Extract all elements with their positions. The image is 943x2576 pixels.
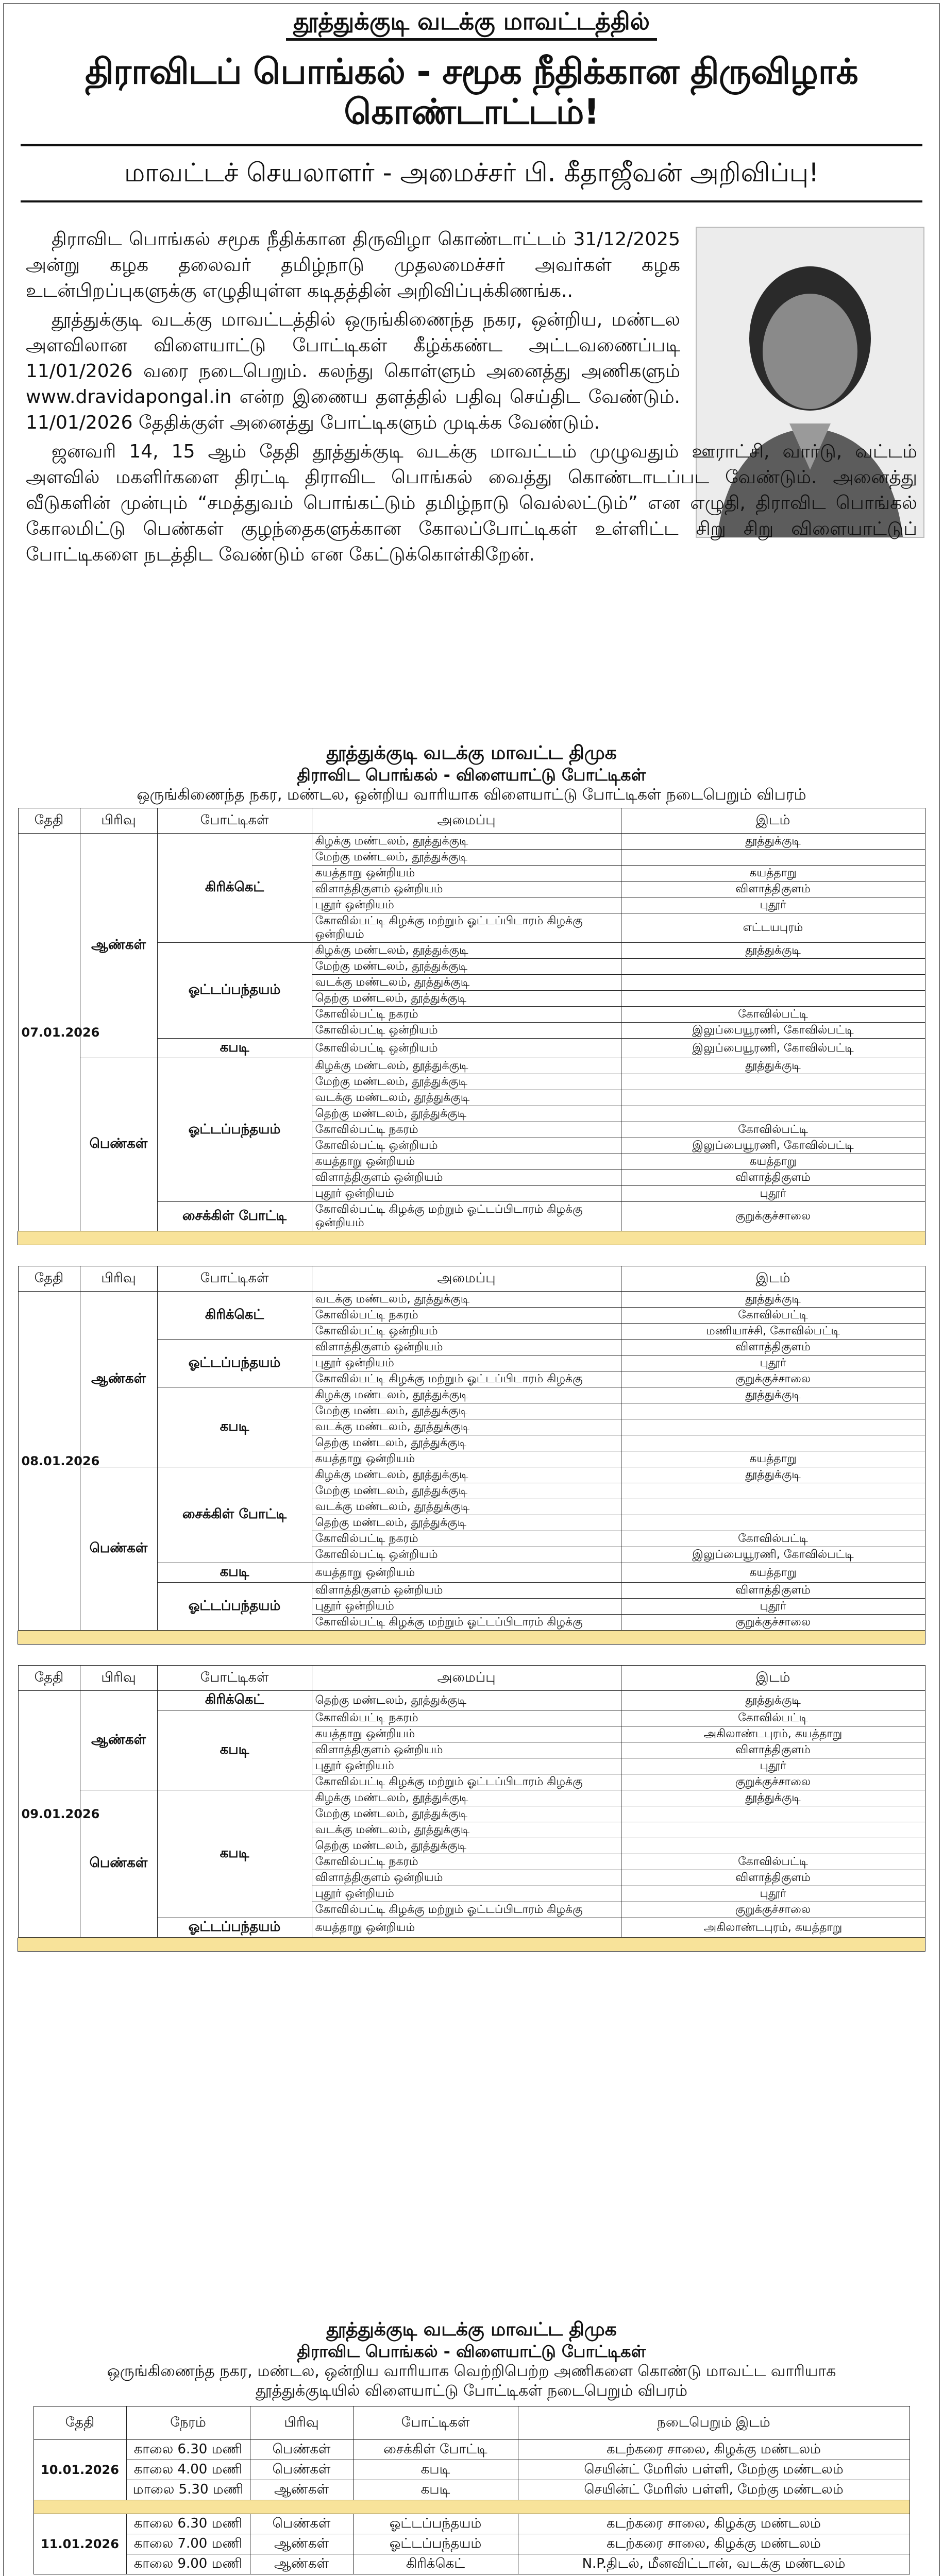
venue-cell: கோவில்பட்டி (621, 1531, 925, 1547)
venue-cell: தூத்துக்குடி (621, 1790, 925, 1806)
venue-cell: விளாத்திகுளம் (621, 1583, 925, 1599)
venue-cell (621, 1806, 925, 1822)
organizer-cell: மேற்கு மண்டலம், தூத்துக்குடி (312, 1806, 621, 1822)
venue-cell: தூத்துக்குடி (621, 834, 925, 850)
venue-cell (621, 1838, 925, 1854)
finals-cell: கடற்கரை சாலை, கிழக்கு மண்டலம் (518, 2440, 910, 2460)
venue-cell (621, 1074, 925, 1090)
column-header: போட்டிகள் (157, 1666, 312, 1691)
finals-cell: கிரிக்கெட் (353, 2554, 518, 2574)
venue-cell (621, 1106, 925, 1122)
venue-cell: புதூர் (621, 1599, 925, 1615)
category-cell: பெண்கள் (80, 1467, 157, 1631)
game-cell: கபடி (157, 1710, 312, 1790)
organizer-cell: கிழக்கு மண்டலம், தூத்துக்குடி (312, 1058, 621, 1074)
finals-cell: சைக்கிள் போட்டி (353, 2440, 518, 2460)
venue-cell: தூத்துக்குடி (621, 1058, 925, 1074)
organizer-cell: மேற்கு மண்டலம், தூத்துக்குடி (312, 959, 621, 975)
column-header: தேதி (33, 2406, 126, 2440)
venue-cell (621, 975, 925, 991)
schedule-table (18, 1665, 925, 1938)
organizer-cell: தெற்கு மண்டலம், தூத்துக்குடி (312, 1106, 621, 1122)
venue-cell: விளாத்திகுளம் (621, 1870, 925, 1886)
venue-cell: கயத்தாறு (621, 1563, 925, 1583)
finals-cell: கபடி (353, 2460, 518, 2480)
table-row (33, 2440, 910, 2460)
column-header: தேதி (18, 1266, 80, 1292)
venue-cell: கயத்தாறு (621, 1154, 925, 1170)
organizer-cell: கோவில்பட்டி ஒன்றியம் (312, 1023, 621, 1039)
venue-cell (621, 991, 925, 1007)
organizer-cell: வடக்கு மண்டலம், தூத்துக்குடி (312, 1292, 621, 1308)
venue-cell: கோவில்பட்டி (621, 1122, 925, 1138)
venue-cell: தூத்துக்குடி (621, 1292, 925, 1308)
game-cell: கபடி (157, 1039, 312, 1058)
column-header: பிரிவு (80, 1666, 157, 1691)
venue-cell: குறுக்குச்சாலை (621, 1615, 925, 1631)
finals-cell: பெண்கள் (250, 2440, 353, 2460)
venue-cell: கோவில்பட்டி (621, 1710, 925, 1726)
game-cell: ஓட்டப்பந்தயம் (157, 1340, 312, 1387)
schedule-subtitle: திராவிட பொங்கல் - விளையாட்டு போட்டிகள் (297, 765, 646, 785)
table-row (33, 2514, 910, 2534)
table-row (33, 2534, 910, 2554)
venue-cell: விளாத்திகுளம் (621, 1742, 925, 1758)
game-cell: கிரிக்கெட் (157, 834, 312, 943)
organizer-cell: கிழக்கு மண்டலம், தூத்துக்குடி (312, 1790, 621, 1806)
organizer-cell: வடக்கு மண்டலம், தூத்துக்குடி (312, 1499, 621, 1515)
venue-cell: குறுக்குச்சாலை (621, 1202, 925, 1231)
table-row (18, 1058, 925, 1074)
date-cell: 07.01.2026 (18, 834, 80, 1231)
organizer-cell: தெற்கு மண்டலம், தூத்துக்குடி (312, 1515, 621, 1531)
organizer-cell: மேற்கு மண்டலம், தூத்துக்குடி (312, 1483, 621, 1499)
intro-paragraph-1: திராவிட பொங்கல் சமூக நீதிக்கான திருவிழா கொண்டாட்டம் 31/12/2025 அன்று கழக தலைவர் தமிழ்நாடு முதலமைச்சர் அவர்கள் கழக உடன்பிறப்புகளுக்கு எழுதியுள்ள கடிதத்தின் அறிவிப்புக்கிணங்க.. (26, 229, 680, 301)
venue-cell: அகிலாண்டபுரம், கயத்தாறு (621, 1726, 925, 1742)
finals-cell: கடற்கரை சாலை, கிழக்கு மண்டலம் (518, 2534, 910, 2554)
divider (21, 200, 922, 202)
highlight-band (18, 1231, 925, 1245)
column-header: அமைப்பு (312, 808, 621, 834)
organizer-cell: விளாத்திகுளம் ஒன்றியம் (312, 1170, 621, 1186)
venue-cell: தூத்துக்குடி (621, 1387, 925, 1403)
main-title: திராவிடப் பொங்கல் - சமூக நீதிக்கான திருவிழாக் கொண்டாட்டம்! (85, 52, 858, 133)
organizer-cell: கிழக்கு மண்டலம், தூத்துக்குடி (312, 1467, 621, 1483)
organizer-cell: கயத்தாறு ஒன்றியம் (312, 1154, 621, 1170)
venue-cell: குறுக்குச்சாலை (621, 1774, 925, 1790)
schedule-title: தூத்துக்குடி வடக்கு மாவட்ட திமுக (326, 742, 617, 764)
venue-cell: எட்டயபுரம் (621, 913, 925, 943)
organizer-cell: புதூர் ஒன்றியம் (312, 1886, 621, 1902)
venue-cell: அகிலாண்டபுரம், கயத்தாறு (621, 1918, 925, 1938)
column-header: போட்டிகள் (157, 1266, 312, 1292)
table-row (18, 1467, 925, 1483)
game-cell: கபடி (157, 1563, 312, 1583)
organizer-cell: கயத்தாறு ஒன்றியம் (312, 866, 621, 882)
venue-cell: குறுக்குச்சாலை (621, 1902, 925, 1918)
organizer-cell: கோவில்பட்டி ஒன்றியம் (312, 1138, 621, 1154)
organizer-cell: புதூர் ஒன்றியம் (312, 897, 621, 913)
column-header: பிரிவு (80, 1266, 157, 1292)
venue-cell (621, 1483, 925, 1499)
table-header-row (18, 1266, 925, 1292)
organizer-cell: விளாத்திகுளம் ஒன்றியம் (312, 1870, 621, 1886)
organizer-cell: வடக்கு மண்டலம், தூத்துக்குடி (312, 1822, 621, 1838)
table-header-row (33, 2406, 910, 2440)
organizer-cell: தெற்கு மண்டலம், தூத்துக்குடி (312, 1838, 621, 1854)
organizer-cell: மேற்கு மண்டலம், தூத்துக்குடி (312, 850, 621, 866)
venue-cell: கயத்தாறு (621, 1451, 925, 1467)
organizer-cell: வடக்கு மண்டலம், தூத்துக்குடி (312, 1090, 621, 1106)
organizer-cell: கிழக்கு மண்டலம், தூத்துக்குடி (312, 943, 621, 959)
schedule-table (18, 1266, 925, 1631)
finals-cell: காலை 9.00 மணி (126, 2554, 250, 2574)
organizer-cell: கோவில்பட்டி ஒன்றியம் (312, 1039, 621, 1058)
organizer-cell: தெற்கு மண்டலம், தூத்துக்குடி (312, 991, 621, 1007)
game-cell: ஓட்டப்பந்தயம் (157, 1583, 312, 1631)
highlight-cell (33, 2500, 910, 2514)
category-cell: பெண்கள் (80, 1058, 157, 1231)
finals-cell: காலை 4.00 மணி (126, 2460, 250, 2480)
column-header: போட்டிகள் (353, 2406, 518, 2440)
schedule-section (0, 742, 943, 1952)
venue-cell (621, 959, 925, 975)
category-cell: ஆண்கள் (80, 1691, 157, 1790)
divider (21, 144, 922, 146)
venue-cell: தூத்துக்குடி (621, 1467, 925, 1483)
organizer-cell: கோவில்பட்டி நகரம் (312, 1531, 621, 1547)
date-cell: 09.01.2026 (18, 1691, 80, 1938)
game-cell: கிரிக்கெட் (157, 1691, 312, 1710)
column-header: அமைப்பு (312, 1666, 621, 1691)
game-cell: ஓட்டப்பந்தயம் (157, 943, 312, 1039)
game-cell: சைக்கிள் போட்டி (157, 1467, 312, 1563)
category-cell: ஆண்கள் (80, 834, 157, 1058)
organizer-cell: கோவில்பட்டி கிழக்கு மற்றும் ஓட்டப்பிடாரம் கிழக்கு (312, 1371, 621, 1387)
finals-subtitle: திராவிட பொங்கல் - விளையாட்டு போட்டிகள் (297, 2342, 646, 2361)
finals-title: தூத்துக்குடி வடக்கு மாவட்ட திமுக (326, 2319, 617, 2340)
organizer-cell: கோவில்பட்டி கிழக்கு மற்றும் ஓட்டப்பிடாரம் கிழக்கு (312, 1774, 621, 1790)
schedule-table (18, 808, 925, 1231)
column-header: நடைபெறும் இடம் (518, 2406, 910, 2440)
column-header: இடம் (621, 1266, 925, 1292)
table-row (18, 1691, 925, 1710)
schedule-tables (0, 808, 943, 1952)
venue-cell: தூத்துக்குடி (621, 1691, 925, 1710)
organizer-cell: விளாத்திகுளம் ஒன்றியம் (312, 1583, 621, 1599)
venue-cell (621, 1515, 925, 1531)
game-cell: கபடி (157, 1387, 312, 1467)
finals-cell: செயின்ட் மேரிஸ் பள்ளி, மேற்கு மண்டலம் (518, 2460, 910, 2480)
organizer-cell: விளாத்திகுளம் ஒன்றியம் (312, 1742, 621, 1758)
organizer-cell: மேற்கு மண்டலம், தூத்துக்குடி (312, 1074, 621, 1090)
finals-cell: காலை 7.00 மணி (126, 2534, 250, 2554)
venue-cell (621, 1419, 925, 1435)
venue-cell (621, 1403, 925, 1419)
organizer-cell: புதூர் ஒன்றியம் (312, 1758, 621, 1774)
finals-cell: ஆண்கள் (250, 2480, 353, 2500)
finals-cell: பெண்கள் (250, 2460, 353, 2480)
organizer-cell: புதூர் ஒன்றியம் (312, 1355, 621, 1371)
organizer-cell: வடக்கு மண்டலம், தூத்துக்குடி (312, 1419, 621, 1435)
table-row (33, 2480, 910, 2500)
date-cell: 08.01.2026 (18, 1292, 80, 1631)
venue-cell: கோவில்பட்டி (621, 1308, 925, 1324)
finals-cell: கபடி (353, 2480, 518, 2500)
organizer-cell: தெற்கு மண்டலம், தூத்துக்குடி (312, 1691, 621, 1710)
organizer-cell: கயத்தாறு ஒன்றியம் (312, 1451, 621, 1467)
organizer-cell: வடக்கு மண்டலம், தூத்துக்குடி (312, 975, 621, 991)
venue-cell: புதூர் (621, 1758, 925, 1774)
table-header-row (18, 1666, 925, 1691)
finals-description: ஒருங்கிணைந்த நகர, மண்டல, ஒன்றிய வாரியாக வெற்றிபெற்ற அணிகளை கொண்டு மாவட்ட வாரியாக தூத்துக்குடியில் விளையாட்டு போட்டிகள் நடைபெறும் விபரம் (107, 2362, 836, 2400)
organizer-cell: விளாத்திகுளம் ஒன்றியம் (312, 1340, 621, 1355)
venue-cell: புதூர் (621, 1355, 925, 1371)
column-header: அமைப்பு (312, 1266, 621, 1292)
organizer-cell: கிழக்கு மண்டலம், தூத்துக்குடி (312, 834, 621, 850)
highlight-row (33, 2500, 910, 2514)
intro-paragraph-3: ஜனவரி 14, 15 ஆம் தேதி தூத்துக்குடி வடக்கு மாவட்டம் முழுவதும் ஊராட்சி, வார்டு, வட்டம் அளவில் மகளிர்களை திரட்டி திராவிட பொங்கல் வைத்து கொண்டாடப்பட வேண்டும். அனைத்து வீடுகளின் முன்பும் “சமத்துவம் பொங்கட்டும் தமிழ்நாடு வெல்லட்டும்” என எழுதி, திராவிட பொங்கல் கோலமிட்டு பெண்கள் குழந்தைகளுக்கான கோலப்போட்டிகள் உள்ளிட்ட சிறு சிறு விளையாட்டுப் போட்டிகளை நடத்திட வேண்டும் என கேட்டுக்கொள்கிறேன். (26, 441, 917, 565)
finals-cell: காலை 6.30 மணி (126, 2440, 250, 2460)
column-header: போட்டிகள் (157, 808, 312, 834)
intro-section (26, 227, 943, 571)
table-row (18, 1292, 925, 1308)
organizer-cell: விளாத்திகுளம் ஒன்றியம் (312, 882, 621, 897)
organizer-cell: கோவில்பட்டி கிழக்கு மற்றும் ஓட்டப்பிடாரம் கிழக்கு (312, 1615, 621, 1631)
venue-cell: மணியாச்சி, கோவில்பட்டி (621, 1324, 925, 1340)
venue-cell: இலுப்பையூரணி, கோவில்பட்டி (621, 1138, 925, 1154)
venue-cell: குறுக்குச்சாலை (621, 1371, 925, 1387)
finals-cell: ஆண்கள் (250, 2554, 353, 2574)
column-header: தேதி (18, 808, 80, 834)
organizer-cell: கோவில்பட்டி கிழக்கு மற்றும் ஓட்டப்பிடாரம் கிழக்கு ஒன்றியம் (312, 1202, 621, 1231)
column-header: பிரிவு (80, 808, 157, 834)
table-row (18, 834, 925, 850)
finals-cell: ஓட்டப்பந்தயம் (353, 2514, 518, 2534)
organizer-cell: கோவில்பட்டி நகரம் (312, 1122, 621, 1138)
venue-cell: கோவில்பட்டி (621, 1854, 925, 1870)
organizer-cell: கயத்தாறு ஒன்றியம் (312, 1726, 621, 1742)
venue-cell: புதூர் (621, 897, 925, 913)
organizer-cell: கோவில்பட்டி கிழக்கு மற்றும் ஓட்டப்பிடாரம் கிழக்கு ஒன்றியம் (312, 913, 621, 943)
venue-cell: விளாத்திகுளம் (621, 1340, 925, 1355)
finals-cell: மாலை 5.30 மணி (126, 2480, 250, 2500)
game-cell: ஓட்டப்பந்தயம் (157, 1058, 312, 1202)
category-cell: ஆண்கள் (80, 1292, 157, 1467)
district-heading: தூத்துக்குடி வடக்கு மாவட்டத்தில் (0, 0, 943, 39)
column-header: தேதி (18, 1666, 80, 1691)
venue-cell: தூத்துக்குடி (621, 943, 925, 959)
venue-cell (621, 850, 925, 866)
column-header: நேரம் (126, 2406, 250, 2440)
highlight-band (18, 1938, 925, 1952)
venue-cell: புதூர் (621, 1886, 925, 1902)
venue-cell (621, 1090, 925, 1106)
organizer-cell: கோவில்பட்டி நகரம் (312, 1308, 621, 1324)
table-row (33, 2554, 910, 2574)
organizer-cell: கோவில்பட்டி கிழக்கு மற்றும் ஓட்டப்பிடாரம் கிழக்கு (312, 1902, 621, 1918)
announcement-line: மாவட்டச் செயலாளர் - அமைச்சர் பி. கீதாஜீவன் அறிவிப்பு! (124, 158, 819, 188)
organizer-cell: மேற்கு மண்டலம், தூத்துக்குடி (312, 1403, 621, 1419)
venue-cell: கோவில்பட்டி (621, 1007, 925, 1023)
finals-cell: பெண்கள் (250, 2514, 353, 2534)
venue-cell: கயத்தாறு (621, 866, 925, 882)
game-cell: கபடி (157, 1790, 312, 1918)
highlight-band (18, 1631, 925, 1645)
table-header-row (18, 808, 925, 834)
finals-section (0, 2318, 943, 2574)
venue-cell: விளாத்திகுளம் (621, 1170, 925, 1186)
organizer-cell: கிழக்கு மண்டலம், தூத்துக்குடி (312, 1387, 621, 1403)
venue-cell (621, 1822, 925, 1838)
game-cell: ஓட்டப்பந்தயம் (157, 1918, 312, 1938)
organizer-cell: கயத்தாறு ஒன்றியம் (312, 1918, 621, 1938)
finals-cell: ஓட்டப்பந்தயம் (353, 2534, 518, 2554)
organizer-cell: தெற்கு மண்டலம், தூத்துக்குடி (312, 1435, 621, 1451)
schedule-description: ஒருங்கிணைந்த நகர, மண்டல, ஒன்றிய வாரியாக விளையாட்டு போட்டிகள் நடைபெறும் விபரம் (137, 786, 806, 804)
table-row (18, 1790, 925, 1806)
organizer-cell: கோவில்பட்டி ஒன்றியம் (312, 1547, 621, 1563)
finals-cell: N.P.திடல், மீனவிட்டான், வடக்கு மண்டலம் (518, 2554, 910, 2574)
organizer-cell: புதூர் ஒன்றியம் (312, 1599, 621, 1615)
organizer-cell: கோவில்பட்டி ஒன்றியம் (312, 1324, 621, 1340)
date-cell: 10.01.2026 (33, 2440, 126, 2500)
game-cell: கிரிக்கெட் (157, 1292, 312, 1340)
column-header: இடம் (621, 1666, 925, 1691)
venue-cell: இலுப்பையூரணி, கோவில்பட்டி (621, 1023, 925, 1039)
organizer-cell: கோவில்பட்டி நகரம் (312, 1007, 621, 1023)
finals-table (33, 2406, 910, 2574)
column-header: பிரிவு (250, 2406, 353, 2440)
organizer-cell: கோவில்பட்டி நகரம் (312, 1710, 621, 1726)
date-cell: 11.01.2026 (33, 2514, 126, 2574)
game-cell: சைக்கிள் போட்டி (157, 1202, 312, 1231)
finals-cell: காலை 6.30 மணி (126, 2514, 250, 2534)
organizer-cell: புதூர் ஒன்றியம் (312, 1186, 621, 1202)
column-header: இடம் (621, 808, 925, 834)
table-row (33, 2460, 910, 2480)
venue-cell: புதூர் (621, 1186, 925, 1202)
finals-cell: செயின்ட் மேரிஸ் பள்ளி, மேற்கு மண்டலம் (518, 2480, 910, 2500)
finals-cell: ஆண்கள் (250, 2534, 353, 2554)
venue-cell: இலுப்பையூரணி, கோவில்பட்டி (621, 1547, 925, 1563)
intro-paragraph-2: தூத்துக்குடி வடக்கு மாவட்டத்தில் ஒருங்கிணைந்த நகர, ஒன்றிய, மண்டல அளவிலான விளையாட்டு போட்டிகள் கீழ்க்கண்ட அட்டவணைப்படி 11/01/2026 வரை நடைபெறும். கலந்து கொள்ளும் அனைத்து அணிகளும் www.dravidapongal.in என்ற இணைய தளத்தில் பதிவு செய்திட வேண்டும். 11/01/2026 தேதிக்குள் அனைத்து போட்டிகளும் முடிக்க வேண்டும். (26, 309, 680, 433)
venue-cell: இலுப்பையூரணி, கோவில்பட்டி (621, 1039, 925, 1058)
finals-cell: கடற்கரை சாலை, கிழக்கு மண்டலம் (518, 2514, 910, 2534)
organizer-cell: கயத்தாறு ஒன்றியம் (312, 1563, 621, 1583)
category-cell: பெண்கள் (80, 1790, 157, 1938)
venue-cell (621, 1435, 925, 1451)
venue-cell (621, 1499, 925, 1515)
venue-cell: விளாத்திகுளம் (621, 882, 925, 897)
organizer-cell: கோவில்பட்டி நகரம் (312, 1854, 621, 1870)
